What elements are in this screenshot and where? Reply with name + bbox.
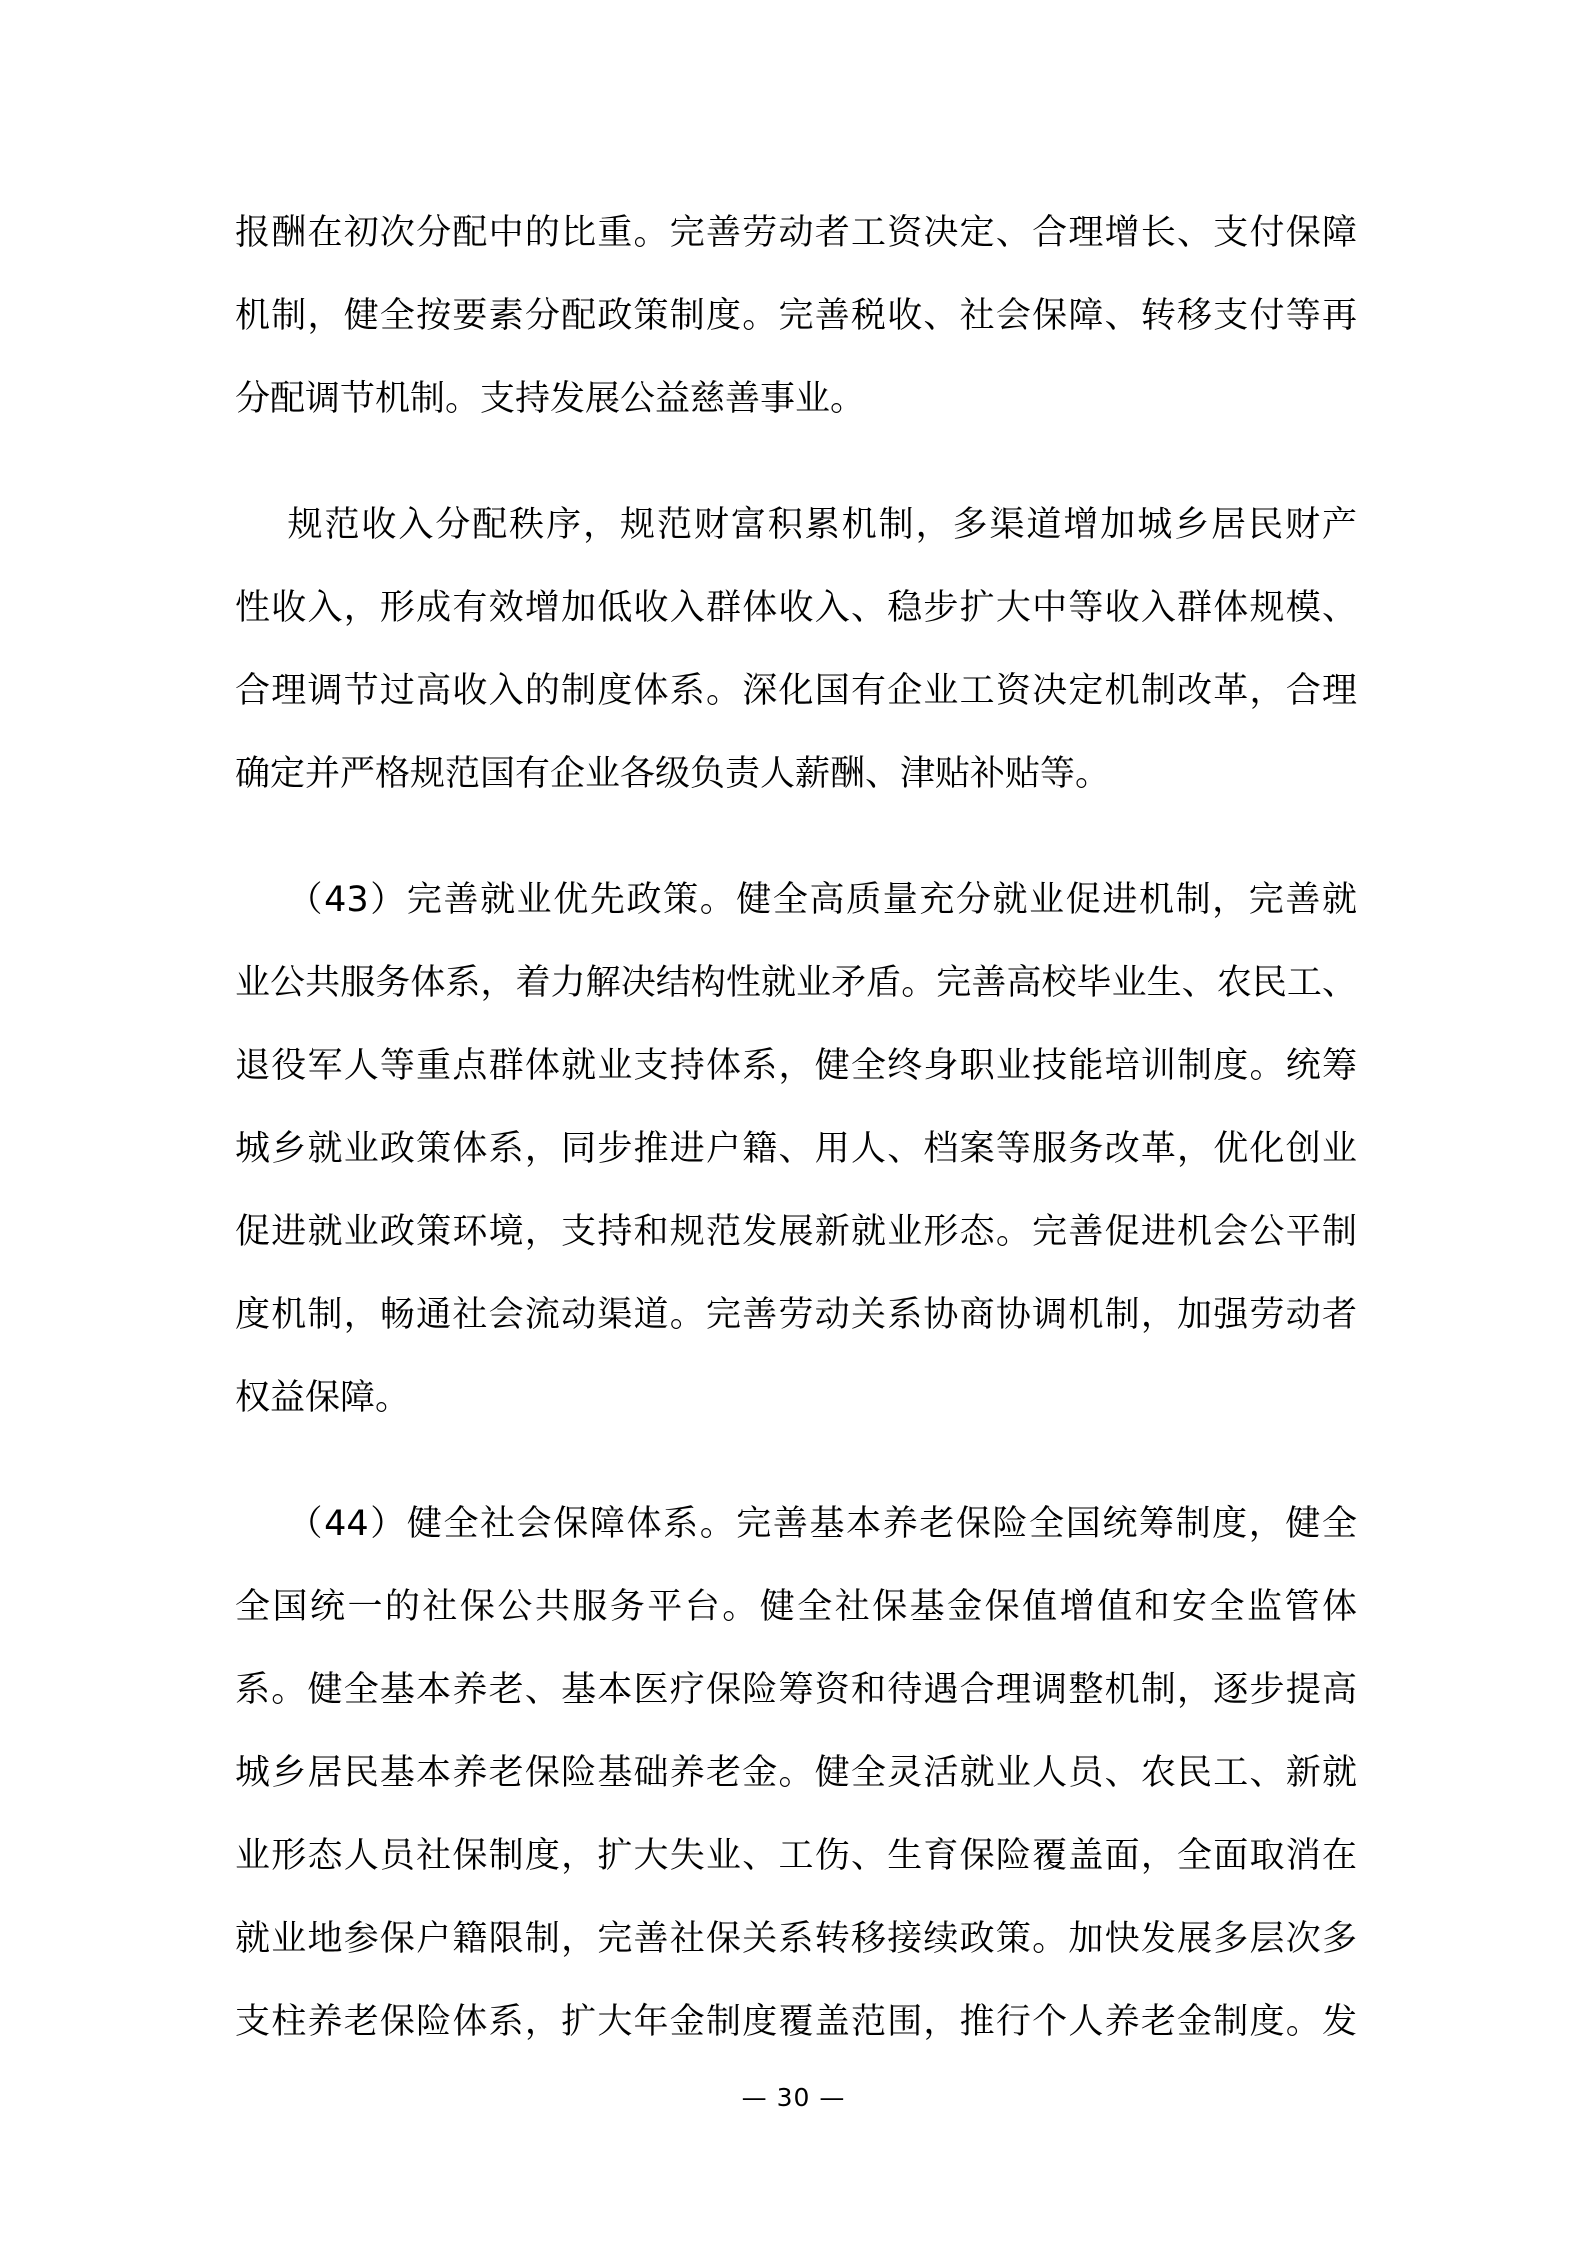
text-line: 系。健全基本养老、基本医疗保险筹资和待遇合理调整机制，逐步提高 (235, 1670, 1357, 1710)
text-line: 合理调节过高收入的制度体系。深化国有企业工资决定机制改革，合理 (235, 671, 1357, 711)
text-line: 确定并严格规范国有企业各级负责人薪酬、津贴补贴等。 (235, 754, 1111, 794)
paragraph (235, 1483, 1357, 2064)
text-line: 就业地参保户籍限制，完善社保关系转移接续政策。加快发展多层次多 (235, 1919, 1357, 1959)
text-line: 支柱养老保险体系，扩大年金制度覆盖范围，推行个人养老金制度。发 (235, 2002, 1357, 2042)
paragraph (235, 192, 1357, 441)
text-line: 业公共服务体系，着力解决结构性就业矛盾。完善高校毕业生、农民工、 (235, 963, 1357, 1003)
text-line: 机制，健全按要素分配政策制度。完善税收、社会保障、转移支付等再 (235, 296, 1357, 336)
text-line: 分配调节机制。支持发展公益慈善事业。 (235, 379, 866, 419)
text-line: 报酬在初次分配中的比重。完善劳动者工资决定、合理增长、支付保障 (235, 213, 1357, 253)
text-line: 促进就业政策环境，支持和规范发展新就业形态。完善促进机会公平制 (235, 1212, 1357, 1252)
text-line: 退役军人等重点群体就业支持体系，健全终身职业技能培训制度。统筹 (235, 1046, 1357, 1086)
text-line: 城乡就业政策体系，同步推进户籍、用人、档案等服务改革，优化创业 (235, 1129, 1357, 1169)
text-line: 业形态人员社保制度，扩大失业、工伤、生育保险覆盖面，全面取消在 (235, 1836, 1357, 1876)
text-line: 性收入，形成有效增加低收入群体收入、稳步扩大中等收入群体规模、 (235, 588, 1357, 628)
page-number: — 30 — (741, 2083, 846, 2112)
paragraph (235, 484, 1357, 816)
text-line: （44）健全社会保障体系。完善基本养老保险全国统筹制度，健全 (287, 1504, 1357, 1544)
text-line: 全国统一的社保公共服务平台。健全社保基金保值增值和安全监管体 (235, 1587, 1357, 1627)
page-body-text (235, 192, 1357, 2064)
text-line: （43）完善就业优先政策。健全高质量充分就业促进机制，完善就 (287, 880, 1357, 920)
paragraph (235, 859, 1357, 1440)
text-line: 权益保障。 (235, 1378, 411, 1418)
text-line: 规范收入分配秩序，规范财富积累机制，多渠道增加城乡居民财产 (287, 505, 1357, 545)
text-line: 度机制，畅通社会流动渠道。完善劳动关系协商协调机制，加强劳动者 (235, 1295, 1357, 1335)
text-line: 城乡居民基本养老保险基础养老金。健全灵活就业人员、农民工、新就 (235, 1753, 1357, 1793)
